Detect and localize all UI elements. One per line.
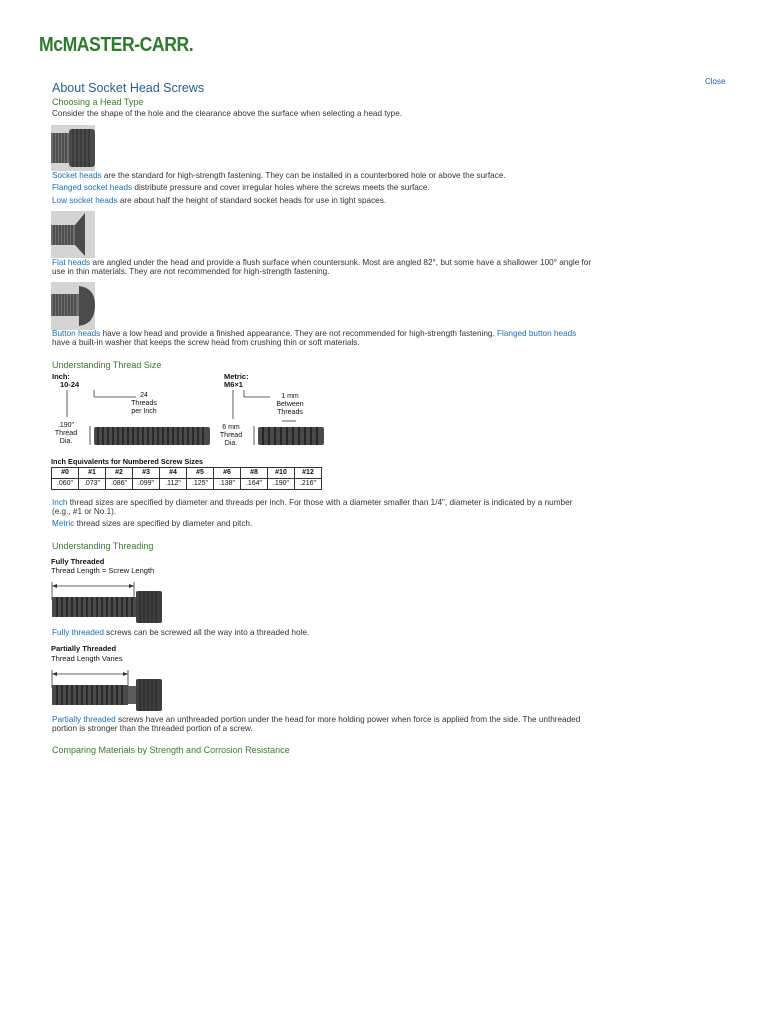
table-header-cell: #12 bbox=[295, 468, 322, 479]
flanged-button-heads-text: have a built-in washer that keeps the screw head from crushing thin or soft materials. bbox=[52, 338, 360, 347]
fully-threaded-paragraph bbox=[52, 628, 592, 637]
head-type-intro: Consider the shape of the hole and the clearance above the surface when selecting a head type. bbox=[52, 109, 403, 118]
inch-threads-line3: per Inch bbox=[131, 408, 157, 415]
flanged-socket-heads-paragraph bbox=[52, 183, 592, 192]
flat-heads-paragraph bbox=[52, 258, 592, 276]
inch-dia-line2: Thread bbox=[54, 430, 78, 437]
table-header-cell: #1 bbox=[79, 468, 106, 479]
inch-threads-line1: 24 bbox=[140, 392, 148, 399]
partially-threaded-screw-diagram bbox=[50, 666, 165, 712]
button-head-screw-image bbox=[51, 282, 95, 330]
fully-threaded-title: Fully Threaded bbox=[51, 557, 105, 566]
fully-threaded-subtitle: Thread Length = Screw Length bbox=[51, 566, 155, 575]
inch-link[interactable]: Inch bbox=[52, 498, 68, 507]
section-heading-threading: Understanding Threading bbox=[52, 541, 154, 551]
inch-dia-line1: .190" bbox=[57, 422, 75, 429]
metric-thread-paragraph bbox=[52, 519, 592, 528]
low-socket-heads-text: are about half the height of standard socket heads for use in tight spaces. bbox=[117, 196, 387, 205]
flanged-button-heads-link[interactable]: Flanged button heads bbox=[497, 329, 577, 338]
inch-dia-line3: Dia. bbox=[59, 438, 73, 445]
table-header-cell: #6 bbox=[214, 468, 241, 479]
screw-size-table-title: Inch Equivalents for Numbered Screw Sizes bbox=[51, 457, 204, 466]
close-link[interactable]: Close bbox=[705, 77, 726, 86]
partially-threaded-title: Partially Threaded bbox=[51, 644, 117, 653]
fully-threaded-link[interactable]: Fully threaded bbox=[52, 628, 104, 637]
metric-dia-line2: Thread bbox=[219, 432, 243, 439]
flanged-socket-heads-text: distribute pressure and cover irregular holes where the screws meets the surface. bbox=[132, 183, 430, 192]
metric-between-line3: Threads bbox=[277, 409, 303, 416]
inch-label: Inch: bbox=[52, 372, 70, 381]
table-row bbox=[52, 479, 322, 490]
screw-size-table bbox=[51, 467, 322, 490]
thread-size-diagram bbox=[50, 371, 340, 453]
button-heads-text: have a low head and provide a finished appearance. They are not recommended for high-strength fastening. bbox=[100, 329, 498, 338]
page-title: About Socket Head Screws bbox=[52, 81, 205, 95]
table-header-cell: #4 bbox=[160, 468, 187, 479]
table-cell: .190" bbox=[268, 479, 295, 490]
table-cell: .086" bbox=[106, 479, 133, 490]
flat-heads-text: are angled under the head and provide a flush surface when countersunk. Most are angled 82°, but some have a shallower 100° angle for use in thin materials. They are not recommended for high-strength fastening. bbox=[52, 258, 592, 276]
flat-head-screw-image bbox=[51, 211, 95, 258]
table-cell: .164" bbox=[241, 479, 268, 490]
fully-threaded-screw-diagram bbox=[50, 578, 165, 624]
inch-thread-text: thread sizes are specified by diameter and threads per inch. For those with a diameter smaller than 1/4", diameter is indicated by a number (e.g., #1 or No.1). bbox=[52, 498, 573, 516]
metric-label: Metric: bbox=[224, 372, 249, 381]
section-heading-head-type: Choosing a Head Type bbox=[52, 97, 144, 107]
low-socket-heads-paragraph bbox=[52, 196, 592, 205]
partially-threaded-subtitle: Thread Length Varies bbox=[51, 654, 123, 663]
low-socket-heads-link[interactable]: Low socket heads bbox=[52, 196, 118, 205]
table-header-cell: #3 bbox=[133, 468, 160, 479]
table-cell: .112" bbox=[160, 479, 187, 490]
metric-link[interactable]: Metric bbox=[52, 519, 75, 528]
metric-thread-text: thread sizes are specified by diameter and pitch. bbox=[74, 519, 253, 528]
flanged-socket-heads-link[interactable]: Flanged socket heads bbox=[52, 183, 133, 192]
metric-between-line2: Between bbox=[276, 401, 304, 408]
table-cell: .138" bbox=[214, 479, 241, 490]
button-heads-paragraph bbox=[52, 329, 592, 347]
table-header-cell: #10 bbox=[268, 468, 295, 479]
metric-dia-line1: 6 mm bbox=[222, 424, 240, 431]
table-header-cell: #8 bbox=[241, 468, 268, 479]
mcmaster-carr-logo[interactable]: McMASTER-CARR. bbox=[39, 34, 194, 56]
metric-between-line1: 1 mm bbox=[281, 393, 299, 400]
table-header-cell: #5 bbox=[187, 468, 214, 479]
table-cell: .099" bbox=[133, 479, 160, 490]
partially-threaded-link[interactable]: Partially threaded bbox=[52, 715, 116, 724]
inch-threads-line2: Threads bbox=[131, 400, 157, 407]
section-heading-materials[interactable]: Comparing Materials by Strength and Corrosion Resistance bbox=[52, 745, 290, 755]
socket-heads-link[interactable]: Socket heads bbox=[52, 171, 102, 180]
flat-heads-link[interactable]: Flat heads bbox=[52, 258, 91, 267]
metric-value: M6×1 bbox=[224, 380, 243, 389]
inch-value: 10-24 bbox=[60, 380, 80, 389]
socket-heads-text: are the standard for high-strength fastening. They can be installed in a counterbored hole or above the surface. bbox=[101, 171, 506, 180]
fully-threaded-text: screws can be screwed all the way into a threaded hole. bbox=[103, 628, 310, 637]
table-header-cell: #0 bbox=[52, 468, 79, 479]
table-cell: .125" bbox=[187, 479, 214, 490]
inch-thread-paragraph bbox=[52, 498, 592, 516]
metric-dia-line3: Dia. bbox=[224, 440, 238, 447]
table-cell: .073" bbox=[79, 479, 106, 490]
partially-threaded-paragraph bbox=[52, 715, 592, 733]
table-header-cell: #2 bbox=[106, 468, 133, 479]
table-cell: .216" bbox=[295, 479, 322, 490]
partially-threaded-text: screws have an unthreaded portion under the head for more holding power when force is applied from the side. The unthreaded portion is stronger than the threaded portion of a screw. bbox=[52, 715, 581, 733]
button-heads-link[interactable]: Button heads bbox=[52, 329, 101, 338]
table-header-row bbox=[52, 468, 322, 479]
section-heading-thread-size: Understanding Thread Size bbox=[52, 360, 162, 370]
table-cell: .060" bbox=[52, 479, 79, 490]
socket-head-screw-image bbox=[51, 125, 95, 171]
socket-heads-paragraph bbox=[52, 171, 592, 180]
